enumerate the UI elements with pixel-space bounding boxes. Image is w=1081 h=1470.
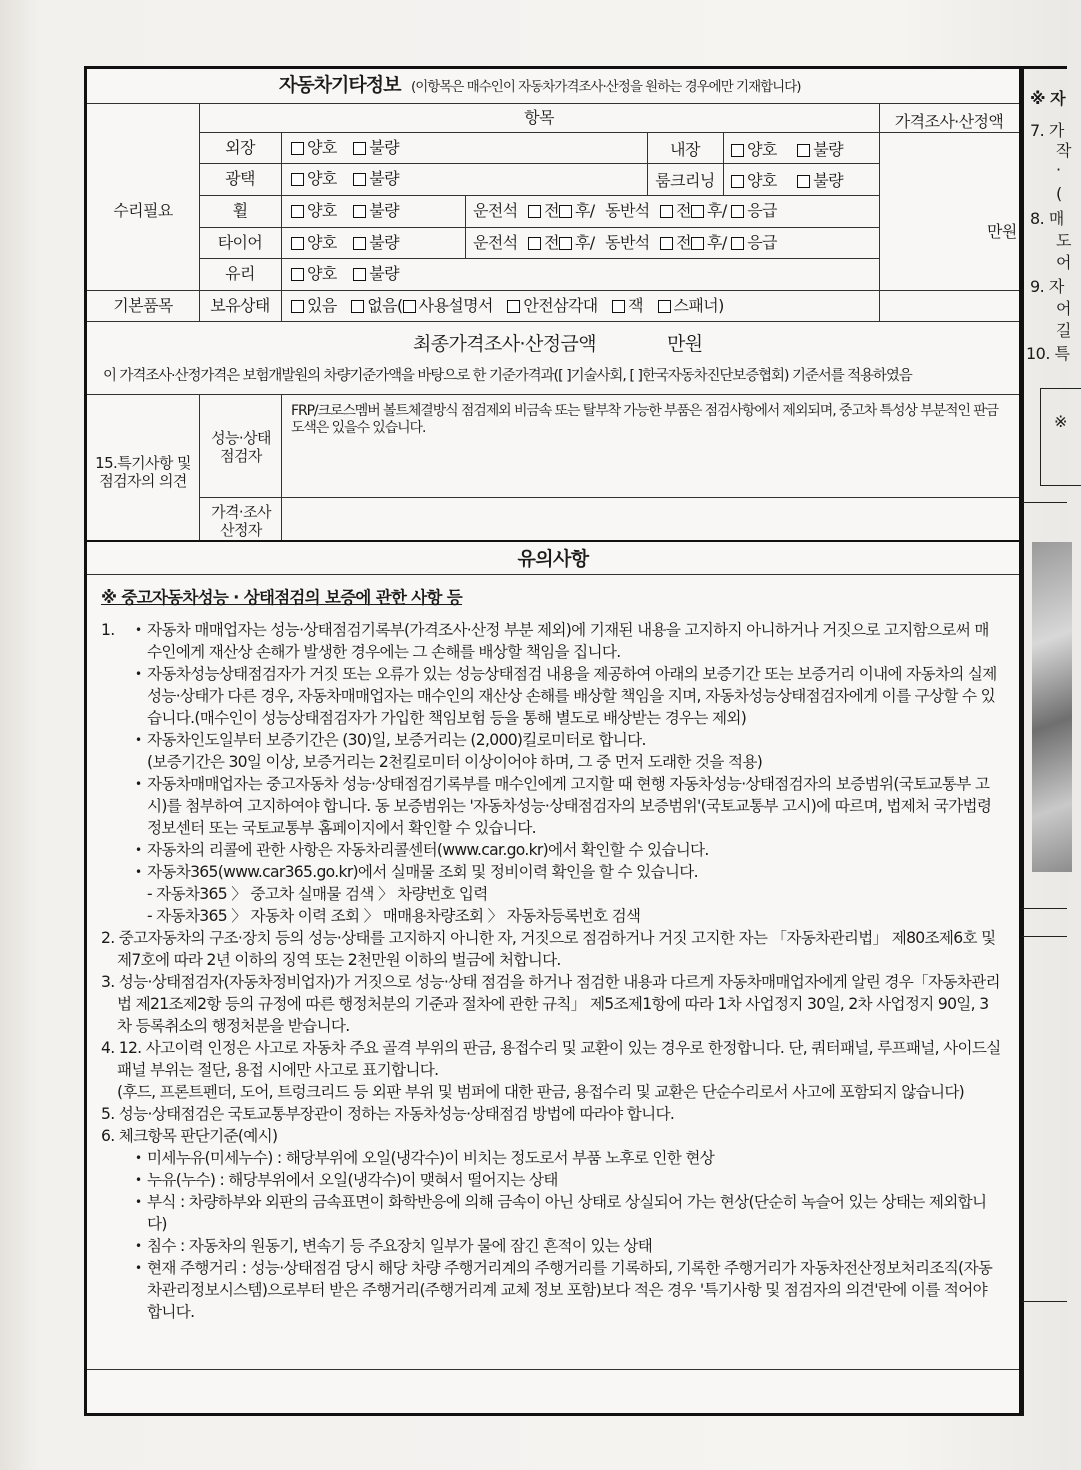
possession-options: 있음 없음( 사용설명서 안전삼각대 잭 스패너) — [291, 297, 724, 315]
row-possession: 보유상태 — [210, 296, 270, 315]
note-item: 6. 체크항목 판단기준(예시) — [101, 1127, 278, 1145]
side-text: 10. 특 — [1026, 344, 1070, 363]
grid-line — [199, 132, 1019, 133]
room-cleaning-options: 양호 불량 — [731, 172, 843, 190]
basis-text: 이 가격조사·산정가격은 보험개발원의 차량기준가액을 바탕으로 한 기준가격과([ ]기술사회, [ ]한국자동차진단보증협회) 기준서를 적용하였음 — [103, 368, 912, 384]
row-tire: 타이어 — [217, 233, 263, 252]
wheel-position-options: 운전석 전 후/ 동반석 전 후/ 응급 — [473, 201, 777, 220]
side-text: ※ — [1054, 412, 1067, 431]
tire-options: 양호 불량 — [291, 234, 399, 252]
checkbox[interactable] — [291, 142, 304, 155]
checkbox[interactable] — [731, 205, 744, 218]
grid-line — [199, 497, 1019, 498]
grid-line — [199, 163, 879, 164]
checkbox[interactable] — [403, 300, 416, 313]
checkbox[interactable] — [353, 142, 366, 155]
note-item: • 자동차인도일부터 보증기간은 (30)일, 보증거리는 (2,000)킬로미터로 합니다. (보증기간은 30일 이상, 보증거리는 2천킬로미터 이상이어야 하며, 그 중 먼저 도래한 것을 적용) — [135, 731, 763, 771]
note-item: 5. 성능·상태점검은 국토교통부장관이 정하는 자동차성능·상태점검 방법에 따라야 합니다. — [101, 1105, 675, 1123]
note-item: 2. 중고자동차의 구조·장치 등의 성능·상태를 고지하지 아니한 자, 거짓으로 점검하거나 거짓 고지한 자는 「자동차관리법」 제80조제6호 및 제7호에 따라 2년 이하의 징역 또는 2천만원 이하의 벌금에 처합니다. — [101, 929, 996, 969]
vehicle-photo — [1032, 542, 1072, 872]
price-header: 가격조사·산정액 — [894, 112, 1004, 131]
row-glass: 유리 — [225, 264, 255, 283]
checkbox[interactable] — [291, 268, 304, 281]
section-subtitle: (이항목은 매수인이 자동차가격조사·산정을 원하는 경우에만 기재합니다) — [410, 79, 801, 95]
final-price-label: 최종가격조사·산정금액 — [413, 333, 596, 355]
inspector-label: 성능·상태 점검자 — [211, 429, 271, 465]
note-item: • 부식 : 차량하부와 외판의 금속표면이 화학반응에 의해 금속이 아닌 상태로 상실되어 가는 현상(단순히 녹슬어 있는 상태는 제외합니다) — [135, 1193, 987, 1233]
grid-line — [87, 1369, 1019, 1370]
checkbox[interactable] — [291, 237, 304, 250]
side-text: 어 — [1056, 299, 1071, 318]
grid-line — [465, 195, 466, 258]
grid-line — [87, 540, 1019, 542]
note-item: 4. 12. 사고이력 인정은 사고로 자동차 주요 골격 부위의 판금, 용접수리 및 교환이 있는 경우로 한정합니다. 단, 쿼터패널, 루프패널, 사이드실패널 부위는 절단, 용접 시에만 사고로 표기합니다. (후드, 프론트펜더, 도어, 트렁크리드 등 외판 부위 및 범퍼에 대한 판금, 용접수리 및 교환은 단순수리로서 사고에 포함되지 않습니다) — [101, 1039, 1001, 1101]
row-interior: 내장 — [670, 140, 700, 159]
side-text: ( — [1056, 184, 1062, 203]
side-text: 길 — [1056, 321, 1071, 340]
grid-line — [87, 321, 1019, 322]
grid-line — [199, 195, 879, 196]
checkbox[interactable] — [660, 205, 673, 218]
price-unit: 만원 — [987, 222, 1017, 241]
exterior-options: 양호 불량 — [291, 139, 399, 157]
note-item: • 자동차매매업자는 중고자동차 성능·상태점검기록부를 매수인에게 고지할 때 현행 자동차성능·상태점검자의 보증범위(국토교통부 고시)를 첨부하여 고지하여야 합니다. 동 보증범위는 '자동차성능·상태점검자의 보증범위'(국토교통부 고시)에 따르며, 법제처 국가법령정보센터 또는 국토교통부 홈페이지에서 확인할 수 있습니다. — [135, 775, 992, 837]
note-item: • 미세누유(미세누수) : 해당부위에 오일(냉각수)이 비치는 정도로서 부품 노후로 인한 현상 — [135, 1149, 715, 1167]
interior-options: 양호 불량 — [731, 141, 843, 159]
note-item: • 자동차365(www.car365.go.kr)에서 실매물 조회 및 정비이력 확인을 할 수 있습니다. - 자동차365 〉 중고차 실매물 검색 〉 차량번호 입력 - 자동차365 〉 자동차 이력 조회 〉 매매용차량조회 〉 자동차등록번호 검색 — [135, 863, 698, 925]
note-item: 1. • 자동차 매매업자는 성능·상태점검기록부(가격조사·산정 부분 제외)에 기재된 내용을 고지하지 아니하거나 거짓으로 고지함으로써 매수인에게 재산상 손해가 발생한 경우에는 그 손해를 배상할 책임을 집니다. — [101, 621, 989, 661]
glass-options: 양호 불량 — [291, 265, 399, 283]
gloss-options: 양호 불량 — [291, 170, 399, 188]
checkbox[interactable] — [612, 300, 625, 313]
checkbox[interactable] — [691, 237, 704, 250]
checkbox[interactable] — [353, 173, 366, 186]
checkbox[interactable] — [731, 175, 744, 188]
side-text: ※ 자 — [1030, 89, 1066, 108]
notes-title: 유의사항 — [517, 548, 589, 570]
checkbox[interactable] — [559, 237, 572, 250]
checkbox[interactable] — [797, 175, 810, 188]
remarks-label: 15.특기사항 및 점검자의 의견 — [95, 454, 191, 490]
notes-body — [101, 587, 1001, 1323]
side-text: 도 — [1056, 231, 1071, 250]
grid-line — [87, 574, 1019, 575]
checkbox[interactable] — [353, 268, 366, 281]
inspector-note: FRP/크로스멤버 볼트체결방식 점검제외 비금속 또는 탈부착 가능한 부품은 점검사항에서 제외되며, 중고차 특성상 부분적인 판금도색은 있을수 있습니다. — [291, 403, 999, 436]
item-header: 항목 — [524, 108, 554, 127]
row-room-cleaning: 룸크리닝 — [655, 171, 715, 190]
note-item: • 자동차의 리콜에 관한 사항은 자동차리콜센터(www.car.go.kr)에서 확인할 수 있습니다. — [135, 841, 709, 859]
notes-heading: ※ 중고자동차성능 · 상태점검의 보증에 관한 사항 등 — [101, 588, 462, 607]
checkbox[interactable] — [528, 205, 541, 218]
checkbox[interactable] — [559, 205, 572, 218]
grid-line — [723, 132, 724, 195]
side-text: 9. 자 — [1030, 277, 1064, 296]
note-item: • 자동차성능상태점검자가 거짓 또는 오류가 있는 성능상태점검 내용을 제공하여 아래의 보증기간 또는 보증거리 이내에 자동차의 실제 성능·상태가 다른 경우, 자동차매매업자는 매수인의 재산상 손해를 배상할 책임을 지며, 자동차성능상태점검자에게 이를 구상할 수 있습니다.(매수인이 성능상태점검자가 가입한 책임보험 등을 통해 별도로 배상받는 경우는 제외) — [135, 665, 997, 727]
final-price-unit: 만원 — [667, 333, 703, 355]
side-text: · — [1056, 160, 1061, 179]
grid-line — [87, 394, 1019, 395]
note-item: 3. 성능·상태점검자(자동차정비업자)가 거짓으로 성능·상태 점검을 하거나 점검한 내용과 다르게 자동차매매업자에게 알린 경우「자동차관리법 제21조제2항 등의 규정에 따른 행정처분의 기준과 절차에 관한 규칙」 제5조제1항에 따라 1차 사업정지 30일, 2차 사업정지 90일, 3차 등록취소의 행정처분을 받습니다. — [101, 973, 1000, 1035]
checkbox[interactable] — [291, 300, 304, 313]
repair-label: 수리필요 — [113, 201, 173, 220]
checkbox[interactable] — [731, 144, 744, 157]
tire-position-options: 운전석 전 후/ 동반석 전 후/ 응급 — [473, 233, 777, 252]
adjacent-page-fragment — [1022, 66, 1071, 1416]
checkbox[interactable] — [353, 205, 366, 218]
side-text: 7. 가 — [1030, 121, 1064, 140]
checkbox[interactable] — [528, 237, 541, 250]
side-text: 어 — [1056, 253, 1071, 272]
row-gloss: 광택 — [225, 169, 255, 188]
row-exterior: 외장 — [225, 138, 255, 157]
checkbox[interactable] — [797, 144, 810, 157]
checkbox[interactable] — [353, 237, 366, 250]
checkbox[interactable] — [660, 237, 673, 250]
grid-line — [281, 132, 282, 321]
checkbox[interactable] — [351, 300, 364, 313]
grid-line — [199, 394, 200, 540]
inspection-form — [84, 66, 1022, 1416]
wheel-options: 양호 불량 — [291, 202, 399, 220]
checkbox[interactable] — [691, 205, 704, 218]
appraiser-label: 가격·조사 산정자 — [211, 503, 271, 539]
grid-line — [281, 394, 282, 540]
section-title: 자동차기타정보 — [279, 74, 401, 96]
basic-items-label: 기본품목 — [113, 296, 173, 315]
checkbox[interactable] — [731, 237, 744, 250]
note-item: • 현재 주행거리 : 성능·상태점검 당시 해당 차량 주행거리계의 주행거리를 기록하되, 기록한 주행거리가 자동차전산정보처리조직(자동차관리정보시스템)으로부터 받은 주행거리(주행거리계 교체 정보 포함)보다 적은 경우 '특기사항 및 점검자의 의견'란에 이를 적어야 합니다. — [135, 1259, 993, 1321]
checkbox[interactable] — [291, 205, 304, 218]
grid-line — [199, 258, 879, 259]
grid-line — [199, 227, 879, 228]
side-text: 작 — [1056, 141, 1071, 160]
checkbox[interactable] — [658, 300, 671, 313]
checkbox[interactable] — [507, 300, 520, 313]
grid-line — [879, 103, 880, 321]
note-item: • 침수 : 자동차의 원동기, 변속기 등 주요장치 일부가 물에 잠긴 흔적이 있는 상태 — [135, 1237, 653, 1255]
side-text: 8. 매 — [1030, 209, 1064, 228]
row-wheel: 휠 — [232, 201, 248, 220]
note-item: • 누유(누수) : 해당부위에서 오일(냉각수)이 맺혀서 떨어지는 상태 — [135, 1171, 558, 1189]
checkbox[interactable] — [291, 173, 304, 186]
